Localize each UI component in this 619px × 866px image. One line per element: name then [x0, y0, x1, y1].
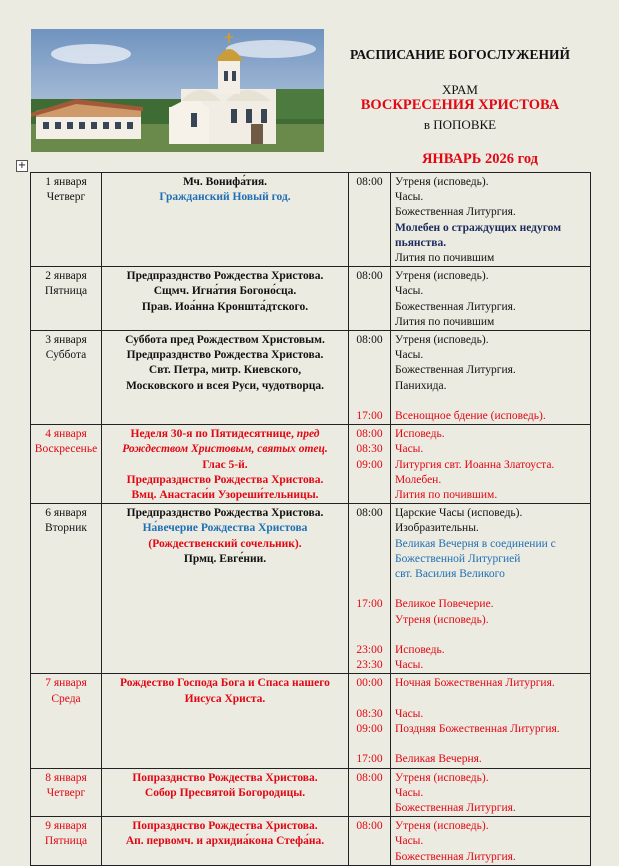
- feast-cell: [102, 817, 349, 866]
- text-line: Великая Вечерня в соединении с: [395, 537, 556, 550]
- text-line: [395, 737, 588, 752]
- date-cell: [31, 504, 102, 674]
- feast-cell: [102, 768, 349, 817]
- text-line: 3 января: [45, 334, 87, 347]
- text-line: [395, 692, 588, 707]
- text-line: Лития по почившим: [395, 252, 495, 265]
- text-line: Гражданский Новый год.: [159, 191, 291, 204]
- text-line: Прмц. Евге́нии.: [183, 552, 267, 565]
- text-line: [351, 488, 388, 503]
- service-cell: [391, 267, 591, 331]
- text-line: Пятница: [44, 835, 88, 848]
- text-line: Утреня (исповедь).: [395, 613, 489, 626]
- date-cell: [31, 674, 102, 768]
- text-line: 17:00: [356, 753, 383, 766]
- time-cell: [349, 504, 391, 674]
- text-line: 08:00: [356, 771, 383, 784]
- text-line: 08:00: [356, 428, 383, 441]
- date-cell: [31, 425, 102, 504]
- service-cell: [391, 768, 591, 817]
- text-fragment: Неделя 30-я по Пятидесятнице,: [130, 428, 294, 441]
- text-line: Поздняя Божественная Литургия.: [395, 723, 560, 736]
- text-line: Панихида.: [395, 379, 447, 392]
- table-row: [31, 768, 591, 817]
- text-line: свт. Василия Великого: [395, 568, 505, 581]
- text-line: Ночная Божественная Литургия.: [395, 677, 555, 690]
- month-title: ЯНВАРЬ 2026 год: [421, 151, 539, 167]
- text-line: [351, 692, 388, 707]
- text-line: [351, 394, 388, 409]
- text-line: Вторник: [45, 522, 87, 535]
- text-line: Лития по почившим: [395, 315, 495, 328]
- text-line: Среда: [51, 692, 81, 705]
- feast-cell: [102, 674, 349, 768]
- text-line: Литургия свт. Иоанна Златоуста.: [395, 458, 555, 471]
- service-cell: [391, 817, 591, 866]
- text-line: 09:00: [356, 458, 383, 471]
- text-line: 08:30: [356, 443, 383, 456]
- service-cell: [391, 425, 591, 504]
- text-line: [351, 834, 388, 849]
- text-line: [351, 190, 388, 205]
- text-line: [351, 236, 388, 251]
- text-line: 17:00: [356, 409, 383, 422]
- table-move-handle-icon[interactable]: +: [17, 160, 27, 171]
- text-line: Четверг: [46, 191, 86, 204]
- schedule-table: [30, 172, 591, 866]
- text-line: 17:00: [356, 598, 383, 611]
- text-line: Попразднство Рождества Христова.: [132, 820, 318, 833]
- text-line: 08:00: [356, 270, 383, 283]
- text-line: Часы.: [395, 349, 424, 362]
- date-cell: [31, 768, 102, 817]
- text-line: Божественной Литургией: [395, 552, 521, 565]
- time-cell: [349, 331, 391, 425]
- time-cell: [349, 267, 391, 331]
- text-line: 08:00: [356, 176, 383, 188]
- text-line: [351, 205, 388, 220]
- text-line: Рождество Господа Бога и Спаса нашего: [120, 677, 330, 690]
- time-cell: [349, 768, 391, 817]
- text-line: Суббота пред Рождеством Христовым.: [125, 334, 325, 347]
- table-row: [31, 173, 591, 267]
- text-line: 9 января: [45, 820, 87, 833]
- text-line: [351, 348, 388, 363]
- text-line: Изобразительны.: [395, 522, 479, 535]
- text-line: Часы.: [395, 835, 424, 848]
- text-line: Прав. Иоа́нна Кроншта́дтского.: [141, 300, 309, 313]
- text-line: Часы.: [395, 786, 424, 799]
- text-line: 6 января: [45, 507, 87, 520]
- text-line: Воскресенье: [34, 443, 98, 456]
- text-line: 09:00: [356, 723, 383, 736]
- text-line: Великое Повечерие.: [395, 598, 494, 611]
- church-name: ВОСКРЕСЕНИЯ ХРИСТОВА: [360, 97, 560, 113]
- text-line: Четверг: [46, 786, 86, 799]
- text-line: Ап. первомч. и архидиа́кона Стефа́на.: [125, 835, 325, 848]
- text-line: 08:00: [356, 334, 383, 347]
- text-line: [351, 537, 388, 552]
- text-line: Сщмч. Игна́тия Богоно́сца.: [153, 285, 297, 298]
- text-line: [104, 427, 346, 442]
- schedule-title: РАСПИСАНИЕ БОГОСЛУЖЕНИЙ: [349, 47, 571, 62]
- text-line: Часы.: [395, 285, 424, 298]
- time-cell: [349, 425, 391, 504]
- text-line: 23:00: [356, 643, 383, 656]
- text-line: Рождеством Христовым, святых отец.: [122, 443, 328, 456]
- table-row: [31, 504, 591, 674]
- text-line: Мч. Вонифа́тия.: [182, 176, 268, 188]
- text-line: Утреня (исповедь).: [395, 771, 489, 784]
- text-line: Суббота: [45, 349, 87, 362]
- church-label: ХРАМ: [442, 82, 478, 97]
- feast-cell: [102, 267, 349, 331]
- text-line: Московского и всея Руси, чудотворца.: [125, 379, 325, 392]
- date-cell: [31, 331, 102, 425]
- text-line: 7 января: [45, 677, 87, 690]
- text-line: [351, 251, 388, 266]
- text-line: [351, 284, 388, 299]
- text-line: Предпразднство Рождества Христова.: [126, 270, 324, 283]
- service-cell: [391, 331, 591, 425]
- text-line: Исповедь.: [395, 428, 445, 441]
- text-line: Царские Часы (исповедь).: [395, 507, 523, 520]
- text-line: Иисуса Христа.: [184, 692, 266, 705]
- text-line: 08:00: [356, 820, 383, 833]
- feast-cell: [102, 425, 349, 504]
- time-cell: [349, 674, 391, 768]
- text-line: [351, 315, 388, 330]
- text-line: Божественная Литургия.: [395, 206, 516, 219]
- text-line: [351, 613, 388, 628]
- text-line: 1 января: [45, 176, 87, 188]
- text-line: 8 января: [45, 771, 87, 784]
- text-line: На́вечерие Рождества Христова: [142, 522, 308, 535]
- date-cell: [31, 173, 102, 267]
- text-line: Божественная Литургия.: [395, 802, 516, 815]
- church-photo: [31, 29, 324, 152]
- service-cell: [391, 674, 591, 768]
- date-cell: [31, 817, 102, 866]
- text-line: [351, 786, 388, 801]
- text-line: Часы.: [395, 659, 424, 672]
- text-line: [351, 552, 388, 567]
- text-line: Предпразднство Рождества Христова.: [126, 507, 324, 520]
- text-line: [351, 521, 388, 536]
- text-line: Утреня (исповедь).: [395, 820, 489, 833]
- table-row: [31, 331, 591, 425]
- text-line: [351, 801, 388, 816]
- church-location: в ПОПОВКЕ: [423, 117, 497, 132]
- service-cell: [391, 173, 591, 267]
- text-line: [351, 379, 388, 394]
- text-line: [395, 628, 588, 643]
- feast-cell: [102, 173, 349, 267]
- feast-cell: [102, 331, 349, 425]
- text-line: Утреня (исповедь).: [395, 270, 489, 283]
- table-row: [31, 817, 591, 866]
- text-line: Божественная Литургия.: [395, 364, 516, 377]
- table-row: [31, 425, 591, 504]
- text-line: Великая Вечерня.: [395, 753, 482, 766]
- text-line: Часы.: [395, 443, 424, 456]
- text-line: 08:00: [356, 507, 383, 520]
- text-line: Молебен.: [395, 473, 442, 486]
- text-line: 23:30: [356, 659, 383, 672]
- text-line: Свт. Петра, митр. Киевского,: [148, 364, 302, 377]
- text-line: Глас 5-й.: [202, 458, 248, 471]
- text-line: Предпразднство Рождества Христова.: [126, 473, 324, 486]
- text-line: [351, 582, 388, 597]
- text-line: Молебен о страждущих недугом: [395, 221, 562, 234]
- text-line: Вмц. Анастаси́и Узореши́тельницы.: [131, 489, 319, 502]
- text-line: [351, 363, 388, 378]
- feast-cell: [102, 504, 349, 674]
- text-line: Часы.: [395, 191, 424, 204]
- table-row: [31, 267, 591, 331]
- text-line: (Рождественский сочельник).: [148, 537, 302, 550]
- text-line: 00:00: [356, 677, 383, 690]
- text-line: Пятница: [44, 285, 88, 298]
- text-line: Божественная Литургия.: [395, 850, 516, 863]
- time-cell: [349, 817, 391, 866]
- time-cell: [349, 173, 391, 267]
- date-cell: [31, 267, 102, 331]
- text-line: Утреня (исповедь).: [395, 176, 489, 188]
- text-line: Всенощное бдение (исповедь).: [395, 410, 546, 423]
- text-line: Собор Пресвятой Богородицы.: [144, 786, 306, 799]
- text-line: пьянства.: [395, 236, 447, 249]
- text-line: [395, 582, 588, 597]
- text-line: Предпразднство Рождества Христова.: [126, 349, 324, 362]
- text-line: Лития по почившим.: [395, 489, 498, 502]
- text-line: [351, 221, 388, 236]
- text-line: Божественная Литургия.: [395, 300, 516, 313]
- table-row: [31, 674, 591, 768]
- text-fragment: пред: [296, 428, 320, 441]
- text-line: 08:30: [356, 707, 383, 720]
- service-cell: [391, 504, 591, 674]
- text-line: 4 января: [45, 428, 87, 441]
- text-line: Утреня (исповедь).: [395, 334, 489, 347]
- text-line: Исповедь.: [395, 644, 445, 657]
- text-line: [351, 567, 388, 582]
- text-line: 2 января: [45, 270, 87, 283]
- text-line: [351, 850, 388, 865]
- text-line: Часы.: [395, 707, 424, 720]
- text-line: [351, 473, 388, 488]
- text-line: [351, 737, 388, 752]
- text-line: [351, 628, 388, 643]
- text-line: [351, 300, 388, 315]
- text-line: [395, 394, 588, 409]
- text-line: Попразднство Рождества Христова.: [132, 771, 318, 784]
